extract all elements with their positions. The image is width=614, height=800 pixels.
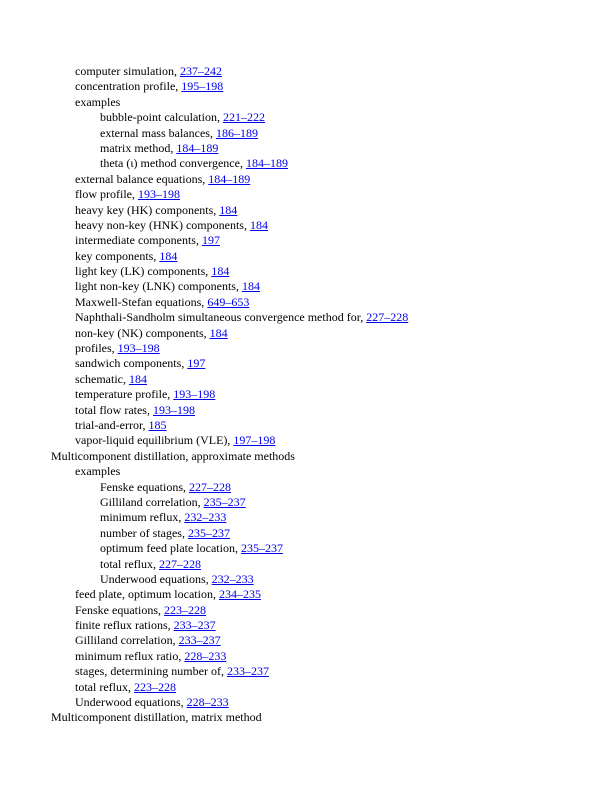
index-term: temperature profile, [75,387,174,402]
index-term: intermediate components, [75,233,202,248]
index-term: external mass balances, [100,125,216,140]
page-reference-link[interactable]: 193–198 [137,187,180,202]
index-term: Underwood equations, [75,695,187,710]
index-subsubentry [0,526,614,541]
index-subentry [0,79,614,94]
index-subentry [0,433,614,448]
page-reference-link[interactable]: 235–237 [240,541,283,556]
index-term: examples [75,94,121,109]
index-subsubentry [0,141,614,156]
page-reference-link[interactable]: 193–198 [152,402,195,417]
index-subentry [0,603,614,618]
page-reference-link[interactable]: 184–189 [245,156,288,171]
page-reference-link[interactable]: 233–237 [226,664,269,679]
page-reference-link[interactable]: 237–242 [179,64,222,78]
index-subsubentry [0,557,614,572]
page-reference-link[interactable]: 223–228 [164,602,206,617]
index-subsubentry [0,572,614,587]
index-term: sandwich components, [75,356,188,371]
page-reference-link[interactable]: 184–189 [208,171,251,186]
index-subentry [0,587,614,602]
index-subentry [0,372,614,387]
index-term: trial-and-error, [75,417,149,432]
index-subentry [0,664,614,679]
index-term: vapor-liquid equilibrium (VLE), [75,433,234,448]
page-reference-link[interactable]: 235–237 [187,525,230,540]
index-subentry [0,95,614,110]
page-reference-link[interactable]: 649–653 [207,294,250,309]
page-reference-link[interactable]: 193–198 [173,387,216,402]
index-term: Fenske equations, [100,479,189,494]
page-reference-link[interactable]: 232–233 [211,571,254,586]
index-subentry [0,279,614,294]
index-term: total reflux, [75,679,134,694]
index-subentry [0,310,614,325]
index-term: external balance equations, [75,171,209,186]
index-term: total reflux, [100,556,159,571]
index-term: optimum feed plate location, [100,541,241,556]
index-subentry [0,418,614,433]
page-reference-link[interactable]: 223–228 [133,679,176,694]
page-reference-link[interactable]: 184 [128,371,147,386]
page-reference-link[interactable]: 233–237 [173,618,216,633]
index-subsubentry [0,495,614,510]
index-subentry [0,249,614,264]
index-term: profiles, [75,341,118,356]
index-subentry [0,341,614,356]
index-main-heading [0,449,614,464]
page-reference-link[interactable]: 184 [249,217,268,232]
index-subentry [0,633,614,648]
index-term: Naphthali-Sandholm simultaneous convergence method for, [75,310,367,325]
index-subsubentry [0,541,614,556]
page-reference-link[interactable]: 195–198 [181,79,224,94]
page-reference-link[interactable]: 227–228 [158,556,201,571]
page-reference-link[interactable]: 184 [209,325,228,340]
page-reference-link[interactable]: 197 [201,233,220,248]
index-subentry [0,218,614,233]
index-subentry [0,618,614,633]
index-subentry [0,649,614,664]
index-term: minimum reflux, [100,510,185,525]
page-reference-link[interactable]: 221–222 [222,110,265,125]
index-subsubentry [0,480,614,495]
index-subentry [0,680,614,695]
index-subentry [0,403,614,418]
page-reference-link[interactable]: 184–189 [176,140,219,155]
index-term: light non-key (LNK) components, [75,279,242,294]
index-term: feed plate, optimum location, [75,587,219,602]
index-subsubentry [0,126,614,141]
index-term: Underwood equations, [100,571,212,586]
index-term: concentration profile, [75,79,182,94]
page-reference-link[interactable]: 233–237 [178,633,221,648]
page-reference-link[interactable]: 235–237 [203,494,246,509]
index-subentry [0,187,614,202]
index-term: schematic, [75,371,129,386]
index-term: Maxwell-Stefan equations, [75,294,208,309]
index-term: computer simulation, [75,64,180,78]
index-subsubentry [0,110,614,125]
page-reference-link[interactable]: 232–233 [184,510,227,525]
index-term: Fenske equations, [75,602,164,617]
index-main-heading [0,710,614,725]
index-term: matrix method, [100,140,177,155]
index-subentry [0,264,614,279]
page-reference-link[interactable]: 227–228 [189,479,231,494]
index-subsubentry [0,510,614,525]
index-term: non-key (NK) components, [75,325,210,340]
index-term: minimum reflux ratio, [75,648,185,663]
index-entry-list [0,64,614,726]
index-term: examples [75,464,121,479]
index-term: heavy non-key (HNK) components, [75,217,250,232]
page-reference-link[interactable]: 227–228 [366,310,409,325]
index-term: flow profile, [75,187,138,202]
index-subsubentry [0,156,614,171]
page-reference-link[interactable]: 184 [211,264,230,279]
page-reference-link[interactable]: 185 [148,417,167,432]
index-term: finite reflux rations, [75,618,174,633]
index-term: key components, [75,248,160,263]
index-term: heavy key (HK) components, [75,202,220,217]
index-subentry [0,326,614,341]
page-reference-link[interactable]: 228–233 [186,695,229,710]
index-subentry [0,356,614,371]
page-reference-link[interactable]: 184 [241,279,260,294]
index-term: stages, determining number of, [75,664,227,679]
index-subentry [0,295,614,310]
index-subentry [0,233,614,248]
page-reference-link[interactable]: 197 [187,356,206,371]
page-reference-link[interactable]: 234–235 [218,587,261,602]
index-subentry [0,387,614,402]
index-term: bubble-point calculation, [100,110,223,125]
index-term: number of stages, [100,525,188,540]
page-reference-link[interactable]: 184 [219,202,238,217]
page-reference-link[interactable]: 228–233 [184,648,227,663]
page-reference-link[interactable]: 184 [159,248,178,263]
index-term: total flow rates, [75,402,153,417]
index-term: light key (LK) components, [75,264,212,279]
page-reference-link[interactable]: 186–189 [215,125,258,140]
index-term: Gilliland correlation, [100,494,204,509]
index-term: Gilliland correlation, [75,633,179,648]
index-subentry [0,64,614,79]
page-reference-link[interactable]: 193–198 [117,341,160,356]
page-reference-link[interactable]: 197–198 [233,433,276,448]
index-subentry [0,695,614,710]
index-subentry [0,203,614,218]
index-term: Multicomponent distillation, approximate methods [51,448,295,463]
index-subentry [0,464,614,479]
index-term: Multicomponent distillation, matrix method [51,710,262,725]
index-term: theta (ι) method convergence, [100,156,246,171]
index-subentry [0,172,614,187]
